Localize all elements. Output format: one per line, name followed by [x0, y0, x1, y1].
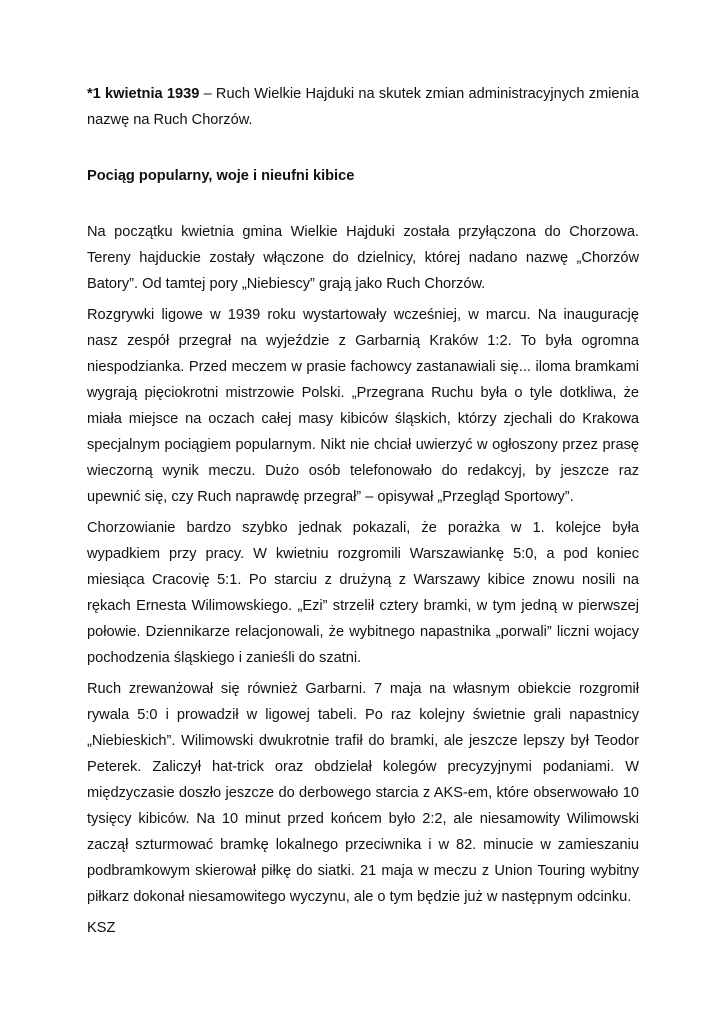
intro-paragraph — [87, 81, 639, 133]
signature: KSZ — [87, 920, 116, 936]
paragraph-2: Rozgrywki ligowe w 1939 roku wystartowały wcześniej, w marcu. Na inaugurację nasz zespół przegrał na wyjeździe z Garbarnią Kraków 1:2. To była ogromna niespodzianka. Przed meczem w prasie fachowcy zastanawiali się... iloma bramkami wygrają pięciokrotni mistrzowie Polski. „Przegrana Ruchu była o tyle dotkliwa, że miała miejsce na oczach całej masy kibiców śląskich, którzy zjechali do Krakowa specjalnym pociągiem popularnym. Nikt nie chciał uwierzyć w ogłoszony przez prasę wieczorną wynik meczu. Dużo osób telefonowało do redakcyj, by jeszcze raz upewnić się, czy Ruch naprawdę przegrał” – opisywał „Przegląd Sportowy”. — [87, 307, 639, 505]
paragraph-1: Na początku kwietnia gmina Wielkie Hajduki została przyłączona do Chorzowa. Tereny hajduckie zostały włączone do dzielnicy, której nadano nazwę „Chorzów Batory”. Od tamtej pory „Niebiescy” grają jako Ruch Chorzów. — [87, 224, 639, 292]
document-page — [87, 81, 639, 941]
intro-text: – Ruch Wielkie Hajduki na skutek zmian administracyjnych zmienia nazwę na Ruch Chorzów. — [87, 86, 639, 128]
intro-date: *1 kwietnia 1939 — [87, 86, 200, 102]
article-heading: Pociąg popularny, woje i nieufni kibice — [87, 168, 355, 184]
paragraph-4: Ruch zrewanżował się również Garbarni. 7 maja na własnym obiekcie rozgromił rywala 5:0 i prowadził w ligowej tabeli. Po raz kolejny świetnie grali napastnicy „Niebieskich”. Wilimowski dwukrotnie trafił do bramki, ale jeszcze lepszy był Teodor Peterek. Zaliczył hat-trick oraz obdzielał kolegów precyzyjnymi podaniami. W międzyczasie doszło jeszcze do derbowego starcia z AKS-em, które obserwowało 10 tysięcy kibiców. Na 10 minut przed końcem było 2:2, ale niesamowity Wilimowski zaczął szturmować bramkę lokalnego przeciwnika i w 82. minucie w zamieszaniu podbramkowym skierował piłkę do siatki. 21 maja w meczu z Union Touring wybitny piłkarz dokonał niesamowitego wyczynu, ale o tym będzie już w następnym odcinku. — [87, 681, 639, 905]
paragraph-3: Chorzowianie bardzo szybko jednak pokazali, że porażka w 1. kolejce była wypadkiem przy pracy. W kwietniu rozgromili Warszawiankę 5:0, a pod koniec miesiąca Cracovię 5:1. Po starciu z drużyną z Warszawy kibice znowu nosili na rękach Ernesta Wilimowskiego. „Ezi” strzelił cztery bramki, w tym jedną w pierwszej połowie. Dziennikarze relacjonowali, że wybitnego napastnika „porwali” liczni wojacy pochodzenia śląskiego i zanieśli do szatni. — [87, 520, 639, 666]
